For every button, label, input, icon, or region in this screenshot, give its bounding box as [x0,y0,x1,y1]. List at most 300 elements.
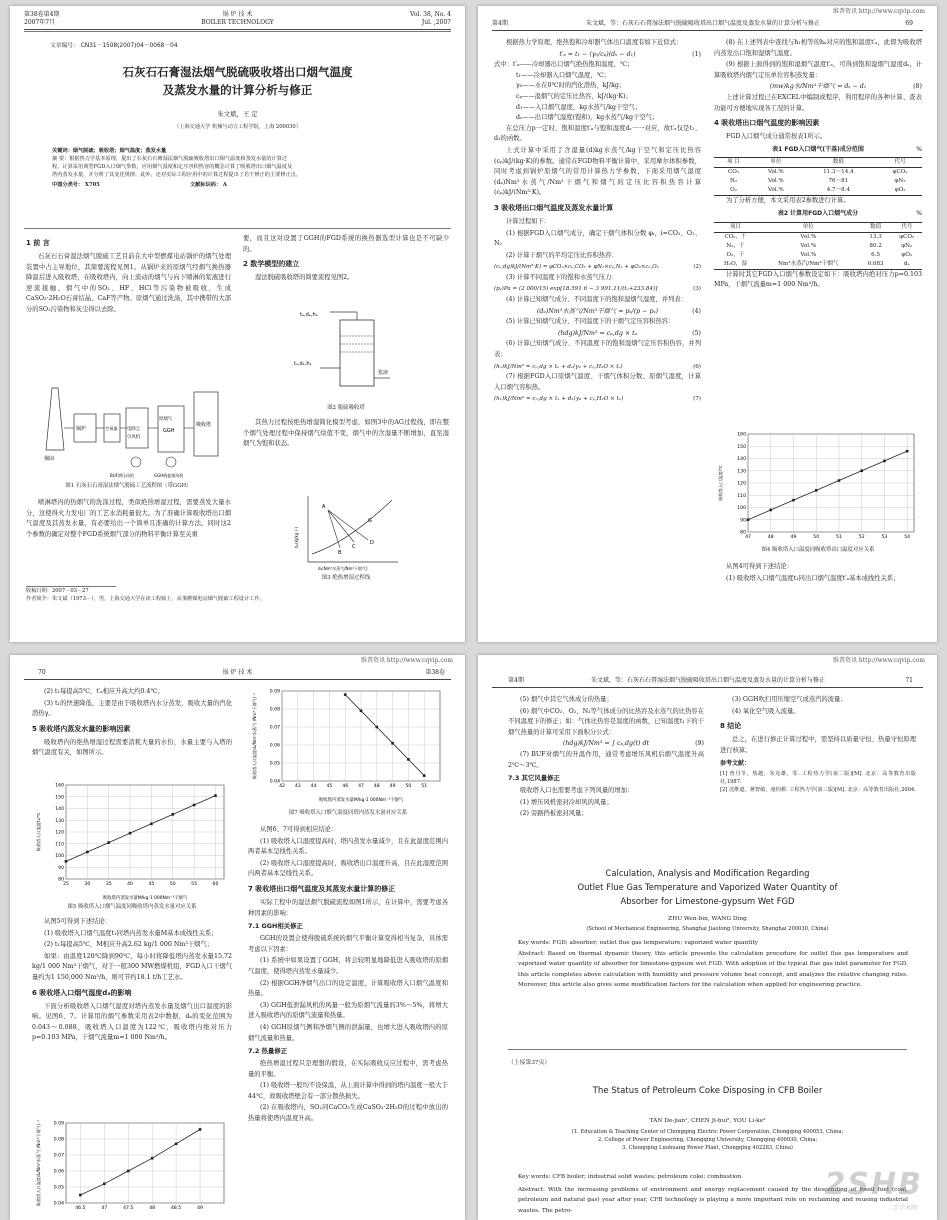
data-point [151,1157,154,1160]
p3-item: 如果：由温度120℃降到90℃，每小时将降低塔内蒸发水量15.72 kg/1 000 Nm³干烟气，对于一般300 MW燃煤机组，FGD入口干烟气量约为1 150,000 Nm³/h，则可节约18.1 t/h工艺水。 [32,952,232,981]
p4-item: (4) 氧化空气吸入流量。 [732,707,800,715]
table-cell: Vol.% [800,233,817,240]
english-authors: ZHU Wen-bin, WANG Ding [668,916,747,922]
journal-name: 锅 炉 技 术 [222,669,253,676]
english-affiliation: (School of Mechanical Engineering, Shanghai Jiaotong University, Shanghai 200030, China) [586,926,829,932]
p3-para: 绝热增湿过程只是理想的假设，在实际吸收反应过程中，需考虑热量的平衡。 [248,1060,448,1078]
journal-issue: 第38卷第4期 [24,11,60,18]
equation-3-number: (3) [693,286,701,293]
figure-5-caption: 图5 吸收塔入口烟气温度同吸收塔内蒸发水量对应关系 [67,904,197,910]
p4-item: (6) 烟气中CO₂、O₂、N₂等气体成分的比热容及水蒸气的比热容在不同温度下的修正；如：气体比热容是温度的函数，已知温度t₁下的干烟气热量的计算可采用下面积分公式： [508,707,704,736]
data-point [199,1128,202,1131]
data-point [344,693,347,696]
p3-item: (1) 吸收塔入口烟气温度t₁同塔内蒸发水量M基本成线性关系； [44,929,218,937]
table-cell: Vol.% [800,242,817,249]
table-row [714,242,922,251]
table-row [714,232,922,242]
table-cell: Nm³水蒸汽/Nm³干烟气 [757,260,860,270]
p2-step: (4) 计算已知烟气成分、不同温度下的饱和湿烟气湿度，并列表： [506,296,687,304]
x-tick-label: 25 [63,882,69,887]
table-1-unit: % [916,145,922,153]
fig1-label: 吸收塔 [196,422,212,428]
table-cell: O₂ [714,186,753,196]
p3-item: (1) 吸收塔一般均不设保温，从上面计算中得到的塔内温度一般大于44℃，故吸收塔壁会有一部分散热损失。 [248,1082,448,1100]
figure-1-flow-diagram [26,378,231,480]
table-header: 数值 [799,158,879,168]
section-8-heading: 8 结论 [720,722,742,731]
page-70 [10,655,465,1220]
equation-8: (mw)kg水/Nm³干烟气 = dₛ − d₁ [769,83,867,91]
x-tick-label: 47 [745,535,751,540]
y-tick-label: 0.08 [53,1137,64,1143]
site-watermark: 维普资讯 http://www.cqvip.com [360,657,453,664]
p3-item: (4) GGH原烟气侧和净烟气侧的泄漏量，也增大进入吸收塔内的原烟气流量和热量。 [248,1023,448,1042]
data-point [129,832,132,835]
p2-step: (5) 计算已知烟气成分、不同温度下的干烟气定压容积热容： [506,318,675,326]
running-title: 朱文斌，等：石灰石石膏湿法烟气脱硫吸收塔出口烟气温度及蒸发水量的计算分析与修正 [585,20,820,27]
x-axis-label: 吸收塔内蒸发水量M/kg·1 000Nm⁻³干烟气 [318,798,404,803]
definition: dₛ——出口烟气湿度(饱和)，kg水蒸气/kg干空气； [516,114,659,122]
y-tick-label: 0.04 [53,1201,64,1207]
p4-item: (3) GGH吹扫用压缩空气或蒸汽的流量； [732,696,847,703]
p3-para: 下面分析吸收塔入口烟气湿度对塔内蒸发水量及烟气出口温度的影响。见图6、7。计算用的烟气参数采用表2中数据，dₐ的变化范围为0.043～0.088，吸收塔入口温度为122℃，吸收塔内绝对压力p=0.103 MPa，干烟气流量m=1 000 Nm³/h。 [32,1002,232,1042]
p2-step: (6) 计算已知烟气成分、不同温度下的饱和湿烟气定压容积热容，并列表： [494,340,701,359]
table-row [714,168,922,178]
y-tick-label: 100 [55,854,64,860]
y-tick-label: 150 [55,795,64,801]
second-authors: TAN De-jian¹, CHEN Ji-hui², YOU Li-ke³ [649,1118,766,1124]
y-tick-label: 0.08 [269,707,280,713]
x-tick-label: 52 [858,535,865,540]
affiliation: （上海交通大学 机械与动力工程学院，上海 200030） [174,124,301,130]
page-number: 70 [38,669,46,676]
data-point [838,479,841,482]
equation-8-number: (8) [913,83,922,91]
fig1-label: BUF增压风机 [110,473,134,478]
definition: t₁——冷却器入口烟气温度，℃； [516,71,610,79]
equation-4: (dₐ)Nm³水蒸气/Nm³干烟气 = pₛ/(p − pₛ) [536,307,659,315]
fig3-point-label: D [370,540,374,546]
equation-2: (cₚ,dg)kJ/(Nm³·K) = φCO₂×cₚ,CO₂ + φN₂×cₚ,N₂ + φO₂×cₚ,O₂ [494,264,659,271]
equation-6-number: (6) [693,363,701,370]
y-tick-label: 130 [55,818,64,824]
x-tick-label: 30 [84,882,91,887]
section-3-heading: 3 吸收塔出口烟气温度及蒸发水量计算 [494,203,614,212]
author-bio: 作者简介：朱文斌（1973－），男，上海交通大学在读工程硕士，从事燃煤电站烟气脱硫工程设计工作。 [26,596,265,602]
figure-1-caption: 图1 石灰石石膏湿法烟气脱硫工艺流程图（带GGH） [65,483,192,489]
title-line-1: 石灰石石膏湿法烟气脱硫吸收塔出口烟气温度 [122,65,353,79]
fig3-point-label: C [352,544,356,550]
second-affiliation: 3. Chongqing Luohuang Power Plant, Chongqing 402283, China) [622,1145,793,1151]
page-69 [478,6,937,642]
definition: 式中：t′ₐ——冷却器出口烟气绝热饱和温度，℃； [494,61,634,69]
figure-7-chart [248,685,448,805]
running-title: 朱文斌，等：石灰石石膏湿法烟气脱硫吸收塔出口烟气温度及蒸发水量的计算分析与修正 [590,677,825,684]
fig2-label: 浆液 [378,370,389,376]
data-point [407,758,410,761]
x-tick-label: 44 [310,784,317,789]
table-cell: 6.5 [871,251,881,258]
table-cell: Vol.% [767,169,784,176]
table-row [714,251,922,260]
equation-1: t′ₐ = t₁ − (γ₀/cₚ)(dₛ − d₁) [559,50,636,58]
p3-para: 吸收塔内的绝热增湿过程需要消耗大量的水份，水量主要与入塔的烟气温度有关，如图所示。 [32,738,232,757]
x-tick-label: 54 [904,535,911,540]
y-tick-label: 140 [55,807,64,813]
table-cell: Vol.% [753,186,799,196]
x-tick-label: 53 [881,535,888,540]
y-tick-label: 80 [740,530,746,536]
site-logo-watermark: 2SHB [824,1167,923,1202]
figure-6-chart [32,1117,232,1217]
y-axis-label: 吸收塔入口湿度dₐ/Nm³水蒸气·(Nm³干烟气)⁻¹ [36,1119,41,1207]
data-point [792,499,795,502]
table-header: 代号 [892,222,922,232]
page-68 [10,6,465,642]
series-line [80,1129,200,1195]
x-tick-label: 47 [101,1206,108,1211]
y-tick-label: 90 [58,865,64,871]
title-line-2: 及蒸发水量的计算分析与修正 [162,83,313,97]
y-tick-label: 110 [737,493,746,499]
p3-right-column [248,825,448,1126]
x-tick-label: 42 [279,784,285,789]
data-point [815,489,818,492]
section-7-3-heading: 7.3 其它风量修正 [508,774,560,783]
received-date: 收稿日期：2007－03－27 [26,588,89,594]
table-row [714,260,922,270]
y-tick-label: 0.05 [53,1185,64,1191]
fig3-point-label: B [338,550,342,556]
y-tick-label: 0.07 [269,725,280,731]
x-tick-label: 46.5 [75,1206,86,1211]
figure-4-chart [714,428,922,546]
fig3-y-label: hₐ(kJ/kg干) [294,527,299,548]
y-tick-label: 140 [737,457,746,463]
second-affiliation: 2. College of Power Engineering, Chongqing University, Chongqing 400030, China; [597,1137,818,1143]
section-7-1-heading: 7.1 GGH相关修正 [248,922,303,931]
keywords: 关键词：烟气脱硫；吸收塔；烟气温度；蒸发水量 [52,148,167,154]
y-tick-label: 100 [737,506,746,512]
table-cell: φN₂ [894,178,906,185]
x-tick-label: 48.5 [171,1206,182,1211]
table-row [714,186,922,196]
x-tick-label: 45 [148,882,155,887]
english-abstract: Abstract: Based on thermal dynamic theory, this article presents the calculation procedure for outlet flue gas temperature and vaporized water quantity of absorber for limestone-gypsum wet FGD. With adoption of the typical flue gas inlet parameter for FGD, this article completes above calculation with humidity and pressure volume heat concept, and analyzes the relative changing rules. Moreover, this article also gives some modification factors for the calculation when applied for engineering practice. [518,951,908,989]
x-tick-label: 50 [813,535,820,540]
x-tick-label: 50 [169,882,176,887]
journal-date: 2007年7月 [24,19,56,26]
y-tick-label: 80 [58,877,64,883]
continued-from: （上接第37页） [508,1060,551,1066]
second-title: The Status of Petroleum Coke Disposing in CFB Boiler [592,1086,823,1096]
data-point [193,804,196,807]
data-point [150,822,153,825]
figure-3-caption: 图3 绝热增湿过程线 [321,575,371,581]
p4-item: (2) 旁路挡板密封风量； [520,810,588,818]
abstract-line-2: 程。计算采用典型FGD入口烟气参数，应用烟气湿度和定压容积热容的概念计算了吸收塔出口烟气温度及 [52,164,293,170]
second-abstract: Abstract: With the increasing problems of environment and energy replacement caused by the descending of fossil fuel (coal, petroleum and natural gas) year after year, CFB technology is playing a more important role on reclaiming and reusing industrial wastes. The petro- [518,1187,908,1214]
figure-3-process-line [288,492,408,572]
figure-5-chart [32,779,232,903]
x-tick-label: 51 [421,784,428,789]
p3-item: (2) 在吸收塔内，SO₂同CaCO₃生成CaSO₃·2H₂O的过程中放出的热量将使塔内温度升高。 [248,1104,448,1123]
p2-para: FGD入口烟气成分通常按表1所示。 [726,133,827,141]
y-tick-label: 160 [55,783,64,789]
data-point [883,460,886,463]
y-tick-label: 120 [737,481,746,487]
data-point [127,1170,130,1173]
p2-para: 计算时其它FGD入口烟气参数设定如下：吸收塔内绝对压力p=0.103 MPa，干烟气流量m=1 000 Nm³/h。 [714,270,922,289]
page-number: 71 [905,677,913,684]
p2-para: 计算过程如下： [506,217,551,225]
english-title-line-1: Calculation, Analysis and Modification Regarding [605,868,810,878]
fig1-label: 原烟气 [159,417,173,422]
y-axis-label: 吸收塔入口温度/℃ [718,465,723,501]
page-number: 69 [905,20,913,27]
equation-4-number: (4) [692,307,701,315]
references-heading: 参考文献： [720,760,751,768]
y-tick-label: 0.04 [269,779,280,785]
table-cell: N₂，干 [726,242,745,249]
x-tick-label: 35 [105,882,112,887]
y-tick-label: 120 [55,830,64,836]
fig3-point-label: A [322,504,326,510]
table-cell: O₂，干 [726,251,745,258]
p2-right-column [714,38,922,292]
x-tick-label: 48 [373,784,380,789]
y-tick-label: 0.05 [269,761,280,767]
table-cell: Vol.% [800,251,817,258]
abstract-line-1: 摘 要：根据热力学基本原理，提出了石灰石石膏湿法烟气脱硫吸收塔出口烟气温度和蒸发水量的计算过 [52,156,288,162]
p2-para: 在总压力p一定时，饱和温度t′ₐ与饱和湿度dₛ一一对应，故t′ₐ仅是t₁、d₁的函数。 [494,124,701,143]
p3-item: (2) 根据GGH净烟气出口的设定温度，计算吸收塔入口烟气温度和热量。 [248,979,448,998]
x-tick-label: 49 [790,535,797,540]
y-tick-label: 150 [737,444,746,450]
page-71 [478,655,937,1220]
reference-item: [2] 沈维道，蒋智敏，童钧耕. 工程热力学(第三版)[M]. 北京：高等教育出版社,2004. [720,786,916,793]
fig2-label: t₁,d₁,h₁ [294,361,312,367]
table-2-unit: % [916,209,922,217]
table-cell: N₂ [729,178,738,185]
table-cell: φO₂ [901,251,913,258]
section-7-heading: 7 吸收塔出口烟气温度及其蒸发水量计算的修正 [248,884,396,893]
table-cell: CO₂ [727,169,740,176]
fig3-point-label: G [368,518,372,524]
p3-item: (3) t₁的快速降低，主要是由于吸收塔内水分蒸发，吸收大量的汽化潜热γ。 [32,699,232,718]
table-cell: 13.3 [869,233,882,240]
equation-5: (hdg)kJ/Nm³ = cₚ,dg × tₐ [557,329,638,337]
p3-item: (2) t₁每提高5℃，t′ₐ相应升高大约0.4℃； [44,688,164,695]
section-1-heading: 1 前 言 [26,239,50,247]
x-tick-label: 48 [149,1206,156,1211]
table-row [714,177,922,186]
p2-step: (7) 根据FGD入口原烟气温度、干烟气体积分数、原烟气湿度，计算入口烟气容积热。 [494,373,701,391]
equation-9-number: (9) [695,740,704,748]
p2-para: 为了分析方便，本文采用表2参数进行计算。 [726,197,850,205]
p2-step: (1) 根据FGD入口烟气成分，确定干烟气体积分数 φᵢ，i=CO₂、O₂、N₂ [494,229,701,248]
x-tick-label: 47 [358,784,364,789]
p1-left-column-bottom [26,498,231,541]
section-6-heading: 6 吸收塔入口烟气湿度dₐ的影响 [32,988,132,997]
data-point [79,1194,82,1197]
table-cell: φCO₂ [892,169,908,176]
fig2-label: tₑ,dₑ,hₑ [300,312,318,318]
data-point [423,774,426,777]
second-affiliation: (1. Education & Teaching Center of Chongqing Electric Power Corporation, Chongqing 400053, China; [571,1129,844,1135]
site-logo-subtitle: 二手学术网 [886,1205,917,1212]
y-tick-label: 0.06 [269,743,280,749]
table-header: 数值 [860,222,892,232]
x-tick-label: 50 [405,784,412,789]
definition: cₚ——湿烟气的定压比热容，kJ/(kg·K)； [516,92,632,100]
p3-para: 实际工程中的湿法烟气脱硫流程如图1所示，在计算中，需要考虑各种因素的影响： [248,898,448,917]
fig1-label: 引风机 [127,435,141,440]
equation-1-number: (1) [692,50,701,58]
data-point [906,450,909,453]
table-2 [714,222,922,270]
data-point [107,841,110,844]
table-cell: H₂O，湿 [714,260,757,270]
table-cell: Vol.% [767,178,784,185]
table-cell: 0.083 [860,260,892,270]
section-5-heading: 5 吸收塔内蒸发水量的影响因素 [32,724,131,733]
table-header: 项目 [714,222,757,232]
site-watermark: 维普资讯 http://www.cqvip.com [832,657,925,664]
journal-volume: Vol. 38, No. 4 [410,11,451,18]
p3-item: (1) 系统中如果设置了GGH，将会较明显地降低进入吸收塔的原烟气温度，使得塔内蒸发水量减少。 [248,957,448,975]
equation-2-number: (2) [693,264,701,271]
p3-para: 从图5可得到下述结论： [44,918,111,925]
p4-para: 总之，在进行修正计算过程中，需坚持以质量守恒、热量守恒原理进行核算。 [720,736,916,754]
english-title-line-2: Outlet Flue Gas Temperature and Vaporized Water Quantity of [577,882,838,892]
table-2-title: 表2 计算用FGD入口烟气成分 [777,209,859,217]
reference-item: [1] 曾丹苓，敖越，朱克雄，等. 工程热力学(第二版)[M]. 北京：高等教育出版社,1987. [720,771,916,785]
fig1-label: GGH [163,428,175,434]
p3-left-column [32,687,232,760]
x-tick-label: 43 [294,784,301,789]
issue-number: 第4期 [492,20,508,27]
section-2-para-2: 其热力过程按绝热增湿简化模型考虑，如图3中的AG过程线，即在整个烟气处理过程中保持烟气焓值不变，烟气中的含湿量不断增加，直至湿烟气为饱和状态。 [243,419,449,448]
figure-2-caption: 图2 脱硫吸收塔 [327,405,365,411]
abstract-line-3: 塔内蒸发水量，并分析了其变化规律。此外，还对实际工程应用中的计算过程提出了若干修正的主要修正点。 [52,172,302,178]
x-tick-label: 49 [389,784,396,789]
section-1-para-1: 石灰石石膏湿法烟气脱硫工艺目前在大中型燃煤电站锅炉的烟气处理装置中占主导地位，其简要流程见图1。从锅炉来的原烟气经烟气换热器降温后进入吸收塔，在吸收塔内，向上流动的烟气与向下喷淋的浆液进行逆流接触，烟气中的SO₂、HF、HCl等污染物被吸收，生成CaSO₃·2H₂O石膏结晶、CaF等产物。原烟气通过洗涤，其中携带的大部分的SO₂污染物和灰尘得以去除。 [26,253,231,313]
table-cell: φCO₂ [899,233,915,240]
fig3-x-label: dₐ(Nm³水蒸气/Nm³干烟气) [318,566,368,571]
p4-left-column [508,695,704,821]
fig1-label: 电除尘 [127,427,141,432]
p4-item: (7) BUF对烟气的升温作用，通常考虑增压风机后烟气温度升高2℃～3℃。 [508,750,704,769]
fig1-label: 锅炉 [76,426,87,432]
issue-number: 第4期 [508,677,524,684]
data-point [747,518,750,521]
document-code: 文献标识码： A [190,182,227,188]
section-2-heading: 2 数学模型的建立 [243,260,300,269]
journal-month-en: Jul. ,2007 [421,19,451,26]
p2-step: (3) 计算不同温度下的饱和水蒸气压力： [506,273,618,281]
data-point [391,742,394,745]
data-point [103,1183,106,1186]
fig1-label: 空预器 [105,426,118,431]
clc-number: 中图分类号： X705 [52,182,100,188]
data-point [860,469,863,472]
x-tick-label: 45 [326,784,333,789]
p2-left-column [494,38,701,405]
y-tick-label: 0.06 [53,1169,64,1175]
x-axis-label: 吸收塔内蒸发水量M/kg·1 000Nm⁻³干烟气 [102,896,188,901]
table-cell: 11.3～14.4 [823,169,854,176]
p1-right-column-middle [243,418,449,451]
p3-item: (2) t₁每提高5℃，M相应升高2.62 kg/1 000 Nm³干烟气； [44,941,214,949]
section-1-para-2: 喷淋塔内的热烟气的洗涤过程，类似绝热增湿过程，需要蒸发大量水分，这使得火力发电厂的工艺水消耗量很大。为了准确计算吸收塔出口烟气温度及其蒸发水量，有必要给出一个简单且准确的计算方法。同时这2个参数的确定对整个FGD系统烟气部分的物料平衡计算至关重 [26,499,231,538]
table-header: 单位 [753,158,799,168]
journal-name-cn: 锅 炉 技 术 [222,11,253,18]
table-cell: φN₂ [901,242,913,249]
y-axis-label: 吸收塔入口湿度dₐ/Nm³水蒸气·(Nm³干烟气)⁻¹ [252,692,257,780]
table-header: 单位 [757,222,860,232]
p2-para: 上述计算过程已在EXCEL中编制成程序，利用程序的各种计算、查表功能可方便地实现各工况的计算。 [714,93,922,112]
second-keywords: Key words: CFB boiler; industrial solid wastes; petroleum coke; combustion [518,1174,742,1180]
figure-2-absorber [290,308,420,400]
x-tick-label: 47.5 [123,1206,134,1211]
fig1-label: 烟囱 [44,456,55,462]
article-number: 文章编号： CN31－1508(2007)04－0068－04 [50,43,178,49]
p2-step: (8) 在上述列表中查找与h₁相等的hₐ对应的饱和温度t′ₐ，此即为吸收塔内蒸发出口饱和湿烟气温度。 [714,39,922,57]
english-title-line-3: Absorber for Limestone-gypsum Wet FGD [620,896,795,906]
p3-item: (3) GGH低泄漏风机的风量一般为原烟气流量的3%～5%，将增大进入吸收塔内的原烟气流量和热量。 [248,1001,448,1020]
authors: 朱文斌，王 定 [217,110,258,118]
section-4-heading: 4 吸收塔出口烟气温度的影响因素 [714,119,820,128]
fig1-label: GGH脱盐排风机 [154,473,184,478]
p2-right-column-bottom [714,562,922,585]
p3-item: (2) 吸收塔入口湿度提高时，吸收塔出口温度升高，且在此湿度范围内两者基本呈线性关系。 [248,859,448,878]
x-tick-label: 60 [212,882,219,887]
y-tick-label: 0.09 [269,689,280,695]
y-tick-label: 110 [55,842,64,848]
english-keywords: Key words: FGD; absorber; outlet flue gas temperature; vaporized water quantity [518,940,758,946]
x-tick-label: 55 [191,882,198,887]
table-1-title: 表1 FGD入口烟气(干基)成分范围 [772,145,864,153]
x-tick-label: 49 [197,1206,203,1211]
table-cell: φO₂ [878,186,922,196]
table-header: 代号 [878,158,922,168]
p2-step: (2) 计算干烟气的平均定压比容积热容： [506,251,618,259]
data-point [769,509,772,512]
section-2-para-1: 湿法脱硫吸收塔的简要流程见图2。 [255,274,354,282]
p2-para: 上式计算中采用了含湿量(d)kg水蒸气/kg干空气和定压比热容(cₚ)kJ/(kg·K)的参数。通常在FGD物料平衡计算中，采用摩尔体积参数，同时考虑到锅炉原烟气的常用计算热力学参数，下面采用烟气湿度(dₐ)Nm³水蒸气/Nm³干烟气和烟气的定压比容积热容计算(cₚ)kJ/(Nm³·K)。 [494,146,701,197]
p1-right-column [243,234,449,285]
p4-item: (1) 增压风机密封冷却风的风量； [520,798,613,806]
table-cell: 76～81 [828,178,849,185]
table-header: 项 目 [714,158,753,168]
y-tick-label: 0.07 [53,1153,64,1159]
site-watermark: 维普资讯 http://www.cqvip.com [832,8,925,15]
p4-para: 吸收塔入口也需要考虑下列风量的增加： [520,787,634,795]
data-point [171,813,174,816]
p3-para: 从图6、7可得到相应结论： [260,826,338,833]
x-tick-label: 48 [767,535,774,540]
table-cell: 4.7～8.4 [799,186,879,196]
y-tick-label: 130 [737,469,746,475]
data-point [360,710,363,713]
data-point [175,1143,178,1146]
p2-intro: 根据热力学原理，绝热饱和冷却器气体出口温度有如下近似式： [506,39,683,46]
p2-para: (1) 吸收塔入口烟气温度t₁同出口烟气温度t′ₐ基本成线性关系； [726,574,900,582]
continued-text: 要，而且这对设置了GGH的FGD系统的换热器选型计算也是不可缺少的。 [243,235,449,253]
x-tick-label: 51 [836,535,842,540]
section-7-2-heading: 7.2 热量修正 [248,1047,288,1056]
